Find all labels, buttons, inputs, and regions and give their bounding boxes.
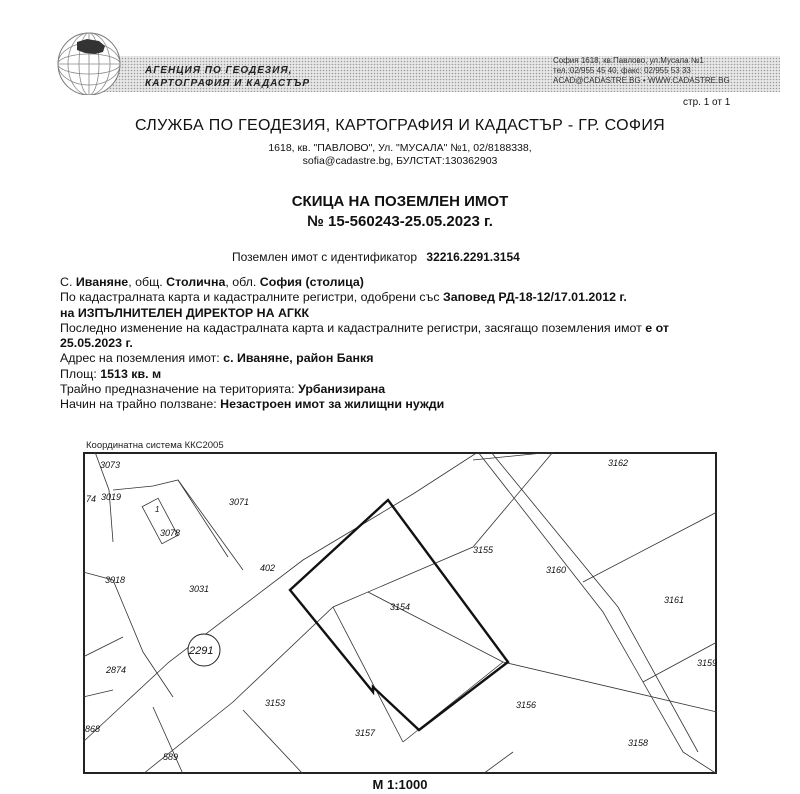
label-3158: 3158 [628, 738, 649, 748]
area-label: Площ: [60, 366, 97, 381]
coordinate-system-label: Координатна система ККС2005 [86, 440, 224, 451]
property-info [60, 275, 760, 413]
municipality: Столична [166, 275, 226, 289]
address-label: Адрес на поземления имот: [60, 351, 220, 366]
identifier-label: Поземлен имот с идентификатор [232, 250, 418, 264]
document-title-block [0, 192, 800, 232]
approval-order: Заповед РД-18-12/17.01.2012 г. [443, 290, 627, 305]
agency-banner [55, 30, 780, 95]
village-prefix: С. [60, 275, 73, 289]
purpose-value: Урбанизирана [298, 382, 386, 397]
document-title: СКИЦА НА ПОЗЕМЛЕН ИМОТ [291, 193, 509, 210]
location-line [60, 275, 760, 290]
label-3019: 3019 [101, 492, 122, 502]
label-3031: 3031 [189, 584, 210, 594]
agency-name-line-1: АГЕНЦИЯ ПО ГЕОДЕЗИЯ, [145, 65, 293, 76]
approval-line [60, 290, 760, 305]
map-scale: М 1:1000 [372, 777, 428, 792]
usage-label: Начин на трайно ползване: [60, 397, 217, 412]
area-value: 1513 кв. м [100, 366, 162, 381]
label-868: 868 [85, 724, 101, 734]
last-change-text: Последно изменение на кадастралната карта и кадастралните регистри, засягащо поземления имот [60, 320, 642, 335]
last-change-date-line [60, 336, 760, 351]
label-3154: 3154 [390, 602, 411, 612]
last-change-line [60, 321, 760, 336]
label-3018: 3018 [105, 575, 126, 585]
agency-email-web: ACAD@CADASTRE.BG • WWW.CADASTRE.BG [553, 76, 730, 85]
purpose-line [60, 382, 760, 397]
label-3156: 3156 [516, 700, 537, 710]
agency-address: София 1618, кв.Павлово, ул.Мусала №1 [553, 56, 704, 65]
label-1: 1 [155, 505, 160, 514]
label-block-2291: 2291 [189, 645, 214, 657]
property-identifier-line [232, 250, 520, 264]
identifier-value: 32216.2291.3154 [426, 250, 520, 264]
label-74: 74 [86, 494, 97, 504]
label-3073: 3073 [100, 460, 121, 470]
page-number: стр. 1 от 1 [683, 97, 731, 108]
cadastral-map [83, 452, 717, 774]
usage-value: Незастроен имот за жилищни нужди [220, 397, 445, 412]
label-3157: 3157 [355, 728, 376, 738]
globe-logo-icon [58, 33, 120, 95]
label-3071: 3071 [229, 497, 250, 507]
service-address-line-1: 1618, кв. "ПАВЛОВО", Ул. "МУСАЛА" №1, 02/8188338, [268, 142, 532, 154]
label-3162: 3162 [608, 458, 629, 468]
purpose-label: Трайно предназначение на територията: [60, 382, 295, 397]
last-change-date-prefix: е от [645, 320, 669, 335]
label-3161: 3161 [664, 595, 685, 605]
usage-line [60, 397, 760, 412]
municipality-prefix: , общ. [128, 275, 163, 289]
agency-name-line-2: КАРТОГРАФИЯ И КАДАСТЪР [145, 78, 311, 89]
region-prefix: , обл. [225, 275, 257, 289]
approval-text: По кадастралната карта и кадастралните регистри, одобрени със [60, 290, 440, 305]
agency-name [145, 64, 310, 90]
address-value: с. Иваняне, район Банкя [223, 351, 374, 366]
document-number: № 15-560243-25.05.2023 г. [307, 213, 493, 230]
label-589: 589 [163, 752, 179, 762]
service-title: СЛУЖБА ПО ГЕОДЕЗИЯ, КАРТОГРАФИЯ И КАДАСТЪР - ГР. СОФИЯ [134, 117, 666, 134]
label-2874: 2874 [106, 665, 127, 675]
label-3159: 3159 [697, 658, 717, 668]
approval-by: на ИЗПЪЛНИТЕЛЕН ДИРЕКТОР НА АГКК [60, 305, 310, 320]
service-address [0, 142, 800, 168]
approval-by-line [60, 306, 760, 321]
area-line [60, 367, 760, 382]
village: Иваняне [75, 275, 129, 289]
address-line [60, 351, 760, 366]
label-3160: 3160 [546, 565, 567, 575]
agency-phone: тел.:02/955 45 40, факс: 02/955 53 33 [553, 66, 691, 75]
label-3153: 3153 [265, 698, 286, 708]
label-402: 402 [260, 563, 276, 573]
agency-contacts [553, 56, 730, 86]
region: София (столица) [259, 275, 364, 289]
last-change-date: 25.05.2023 г. [60, 336, 133, 351]
service-address-line-2: sofia@cadastre.bg, БУЛСТАТ:130362903 [302, 155, 498, 167]
label-3155: 3155 [473, 545, 494, 555]
label-3078: 3078 [160, 528, 181, 538]
